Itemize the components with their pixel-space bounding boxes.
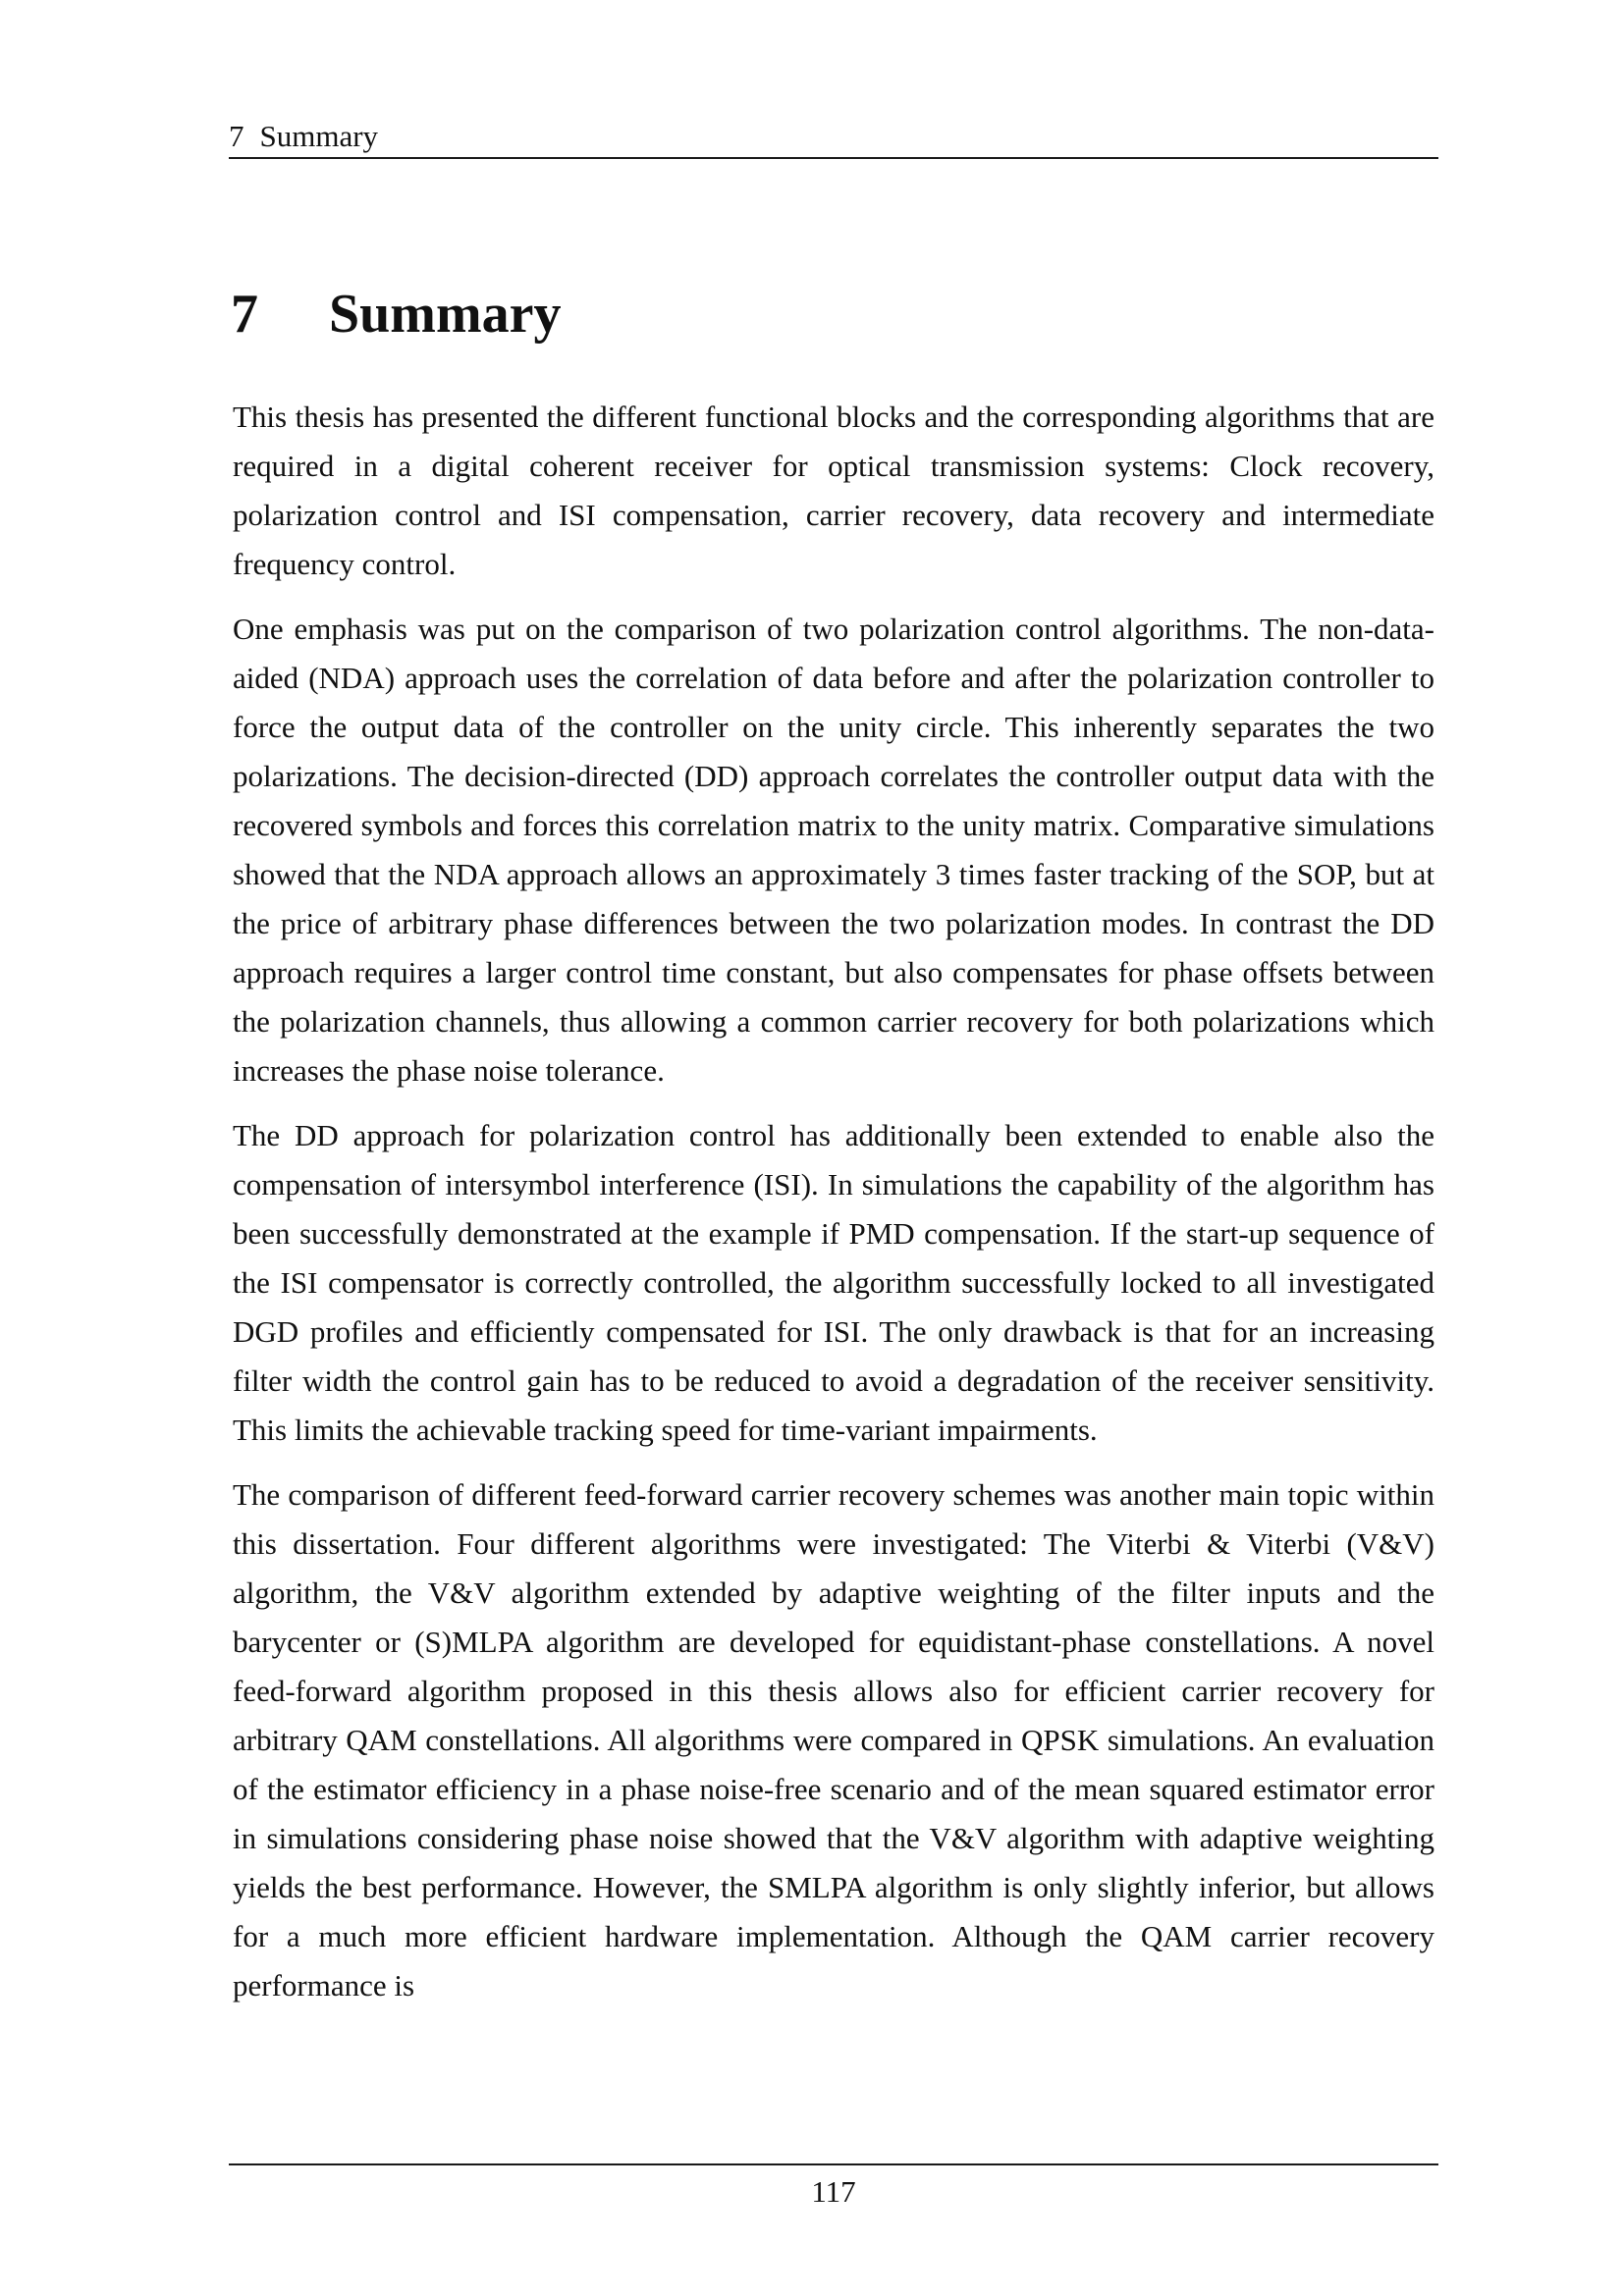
running-footer: [229, 2163, 1438, 2218]
page-number: 117: [811, 2174, 856, 2209]
paragraph-carrier-recovery: The comparison of different feed-forward carrier recovery schemes was another main topic within this dissertation. Four different algorithms were investigated: The Viterbi & Viterbi (V&V) algorithm, the V&V algorithm extended by adaptive weighting of the filter inputs and the barycenter or (S)MLPA algorithm are developed for equidistant-phase constellations. A novel feed-forward algorithm proposed in this thesis allows also for efficient carrier recovery for arbitrary QAM constellations. All algorithms were compared in QPSK simulations. An evaluation of the estimator efficiency in a phase noise-free scenario and of the mean squared estimator error in simulations considering phase noise showed that the V&V algorithm with adaptive weighting yields the best performance. However, the SMLPA algorithm is only slightly inferior, but allows for a much more efficient hardware implementation. Although the QAM carrier recovery performance is: [233, 1477, 1434, 2002]
paragraph-isi-compensation: The DD approach for polarization control has additionally been extended to enable also the compensation of intersymbol interference (ISI). In simulations the capability of the algorithm has been successfully demonstrated at the example if PMD compensation. If the start-up sequence of the ISI compensator is correctly controlled, the algorithm successfully locked to all investigated DGD profiles and efficiently compensated for ISI. The only drawback is that for an increasing filter width the control gain has to be reduced to avoid a degradation of the receiver sensitivity. This limits the achievable tracking speed for time-variant impairments.: [233, 1118, 1434, 1447]
running-header: [229, 116, 1438, 159]
body-text: [233, 393, 1434, 2026]
chapter-heading: [231, 275, 561, 353]
paragraph-intro: This thesis has presented the different functional blocks and the corresponding algorithms that are required in a digital coherent receiver for optical transmission systems: Clock recovery, polarization control and ISI compensation, carrier recovery, data recovery and intermediate frequency control.: [233, 400, 1434, 581]
paragraph-polarization-control: One emphasis was put on the comparison of two polarization control algorithms. The non-data-aided (NDA) approach uses the correlation of data before and after the polarization controller to force the output data of the controller on the unity circle. This inherently separates the two polarizations. The decision-directed (DD) approach correlates the controller output data with the recovered symbols and forces this correlation matrix to the unity matrix. Comparative simulations showed that the NDA approach allows an approximately 3 times faster tracking of the SOP, but at the price of arbitrary phase differences between the two polarization modes. In contrast the DD approach requires a larger control time constant, but also compensates for phase offsets between the polarization channels, thus allowing a common carrier recovery for both polarizations which increases the phase noise tolerance.: [233, 612, 1434, 1088]
chapter-heading-title: Summary: [329, 284, 562, 345]
chapter-heading-number: 7: [231, 284, 258, 345]
header-chapter-number: 7: [229, 119, 244, 153]
header-chapter-title: Summary: [259, 119, 379, 153]
